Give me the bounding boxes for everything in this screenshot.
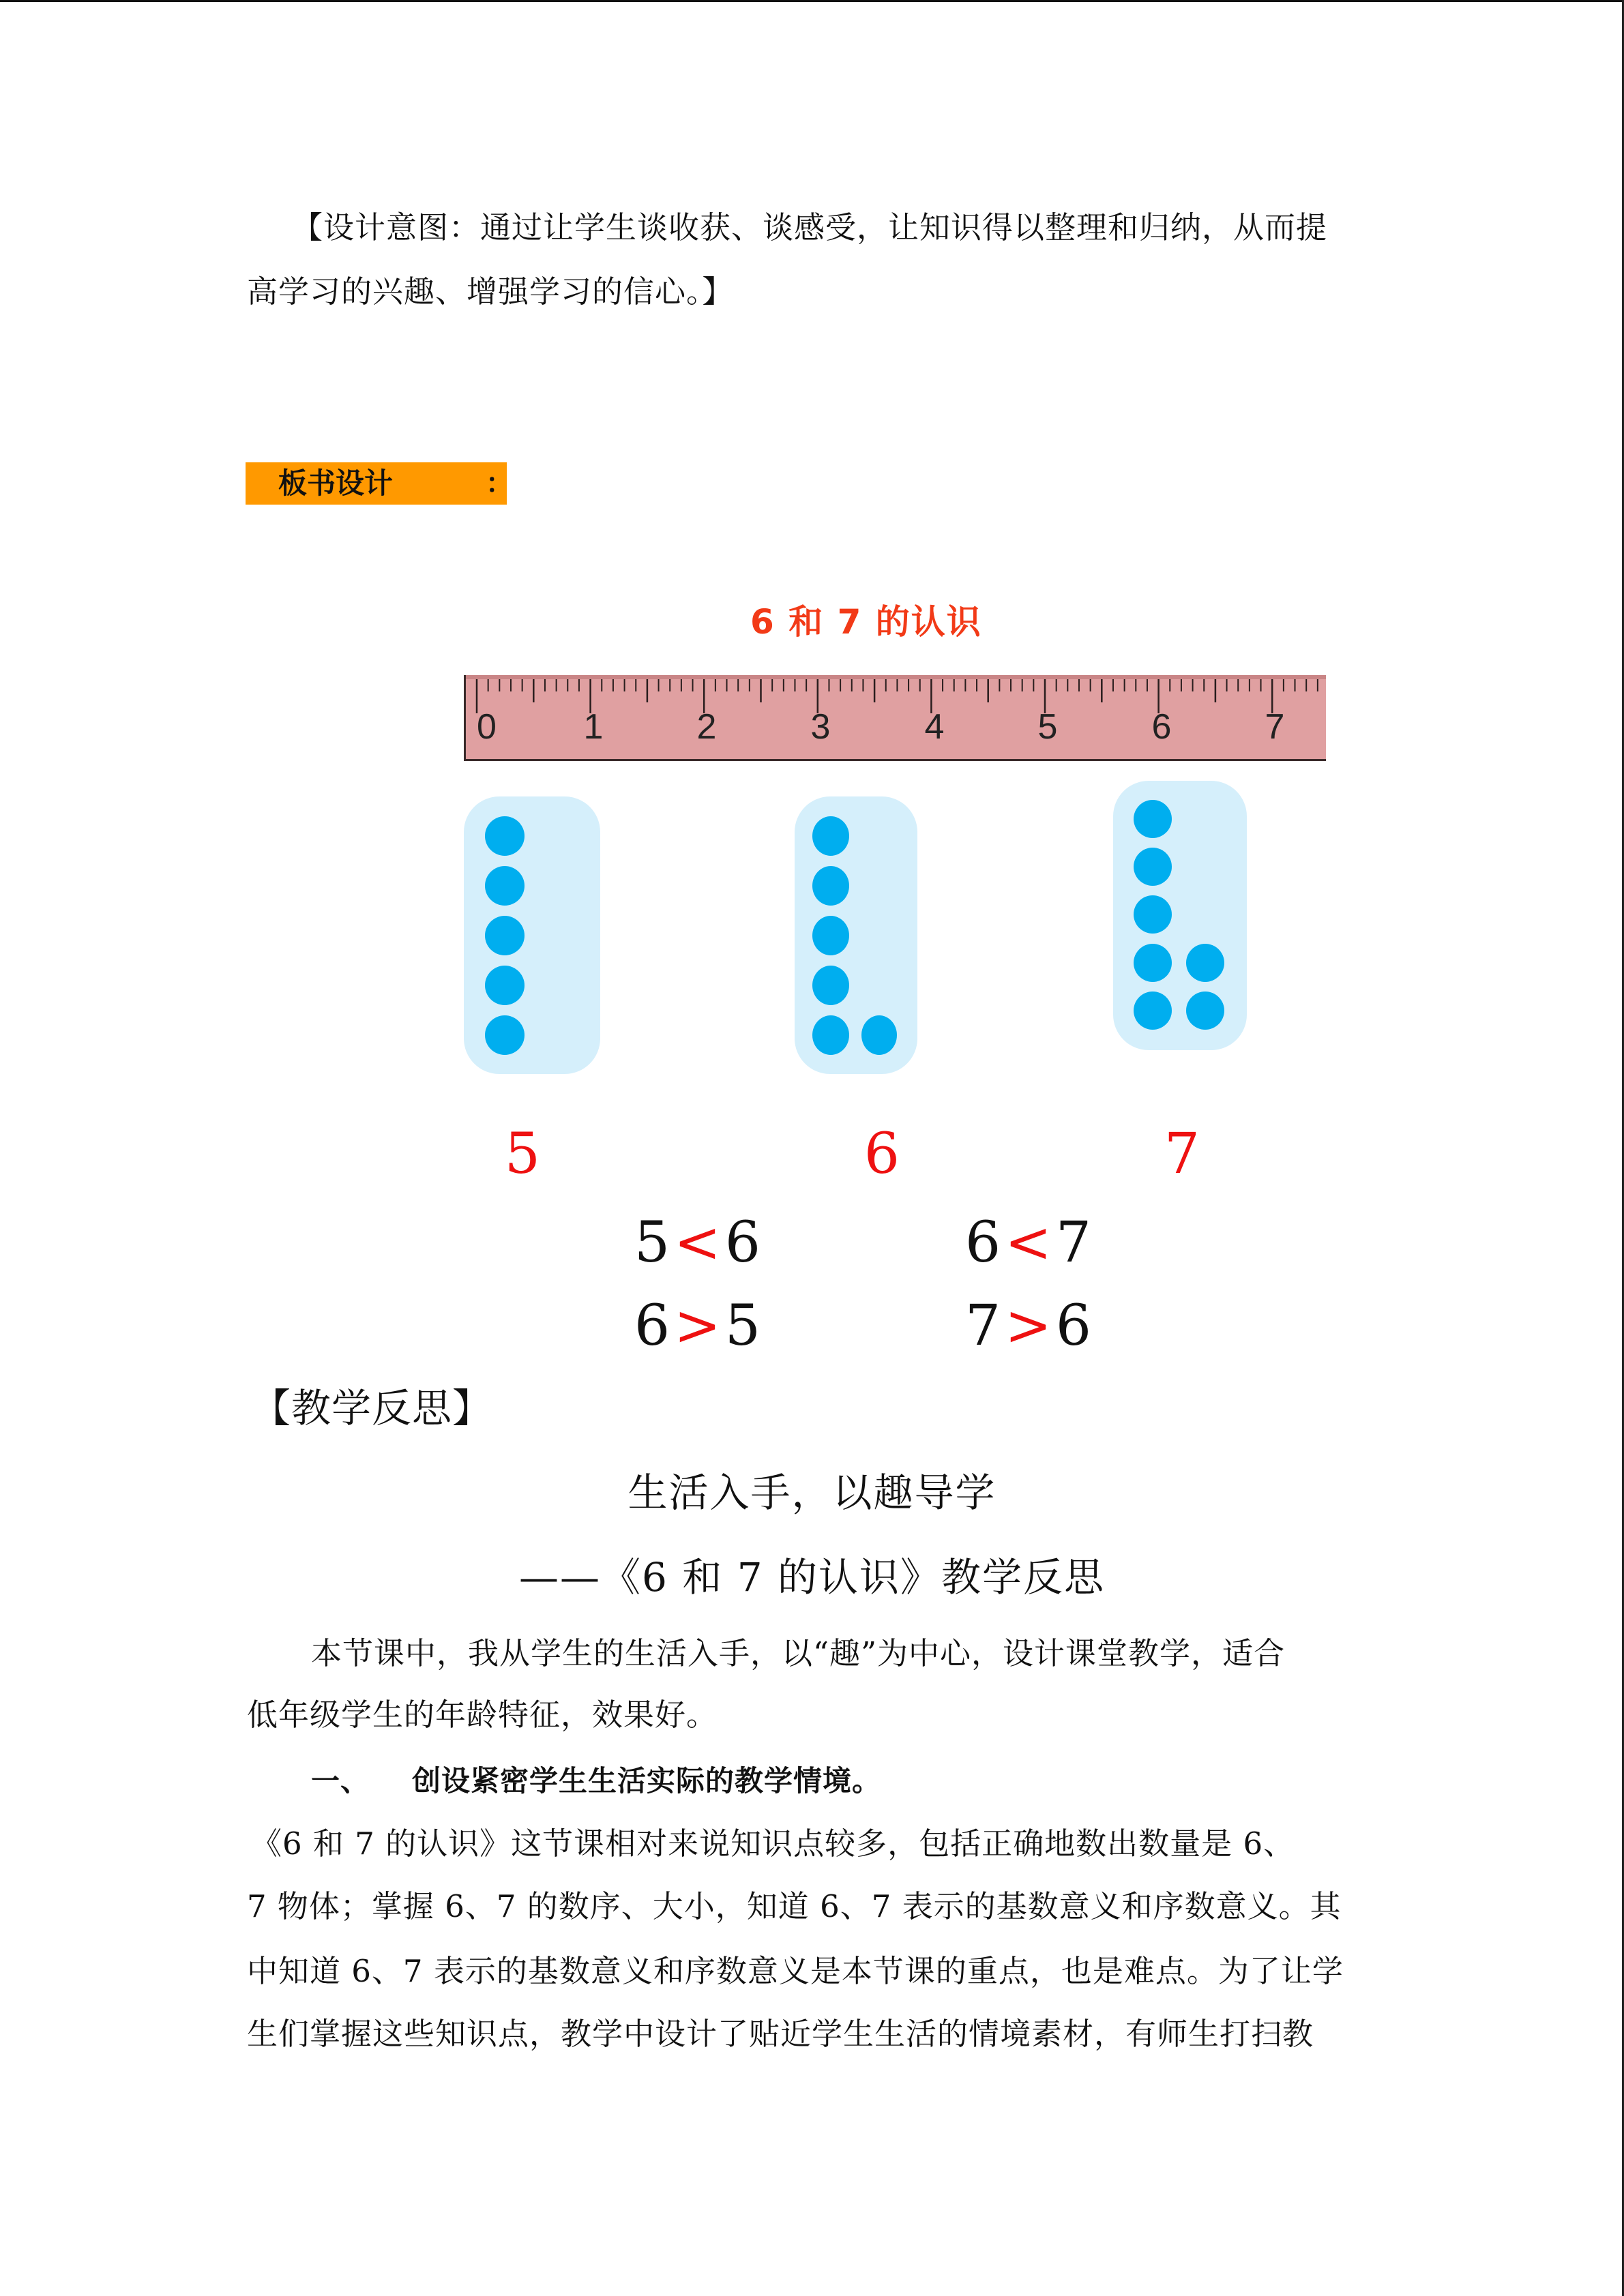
counter-dot — [485, 1015, 525, 1055]
section-1-number: 一、 — [311, 1764, 370, 1798]
ruler-label-6: 6 — [1151, 707, 1172, 747]
counter-dot — [485, 916, 525, 955]
counter-dot — [812, 916, 849, 955]
comparison-5-lt-6 — [634, 1212, 761, 1274]
count-label-7: 7 — [1164, 1122, 1200, 1187]
counter-dot — [1134, 944, 1172, 982]
less-than-sign: < — [674, 1210, 721, 1275]
ruler-label-7: 7 — [1265, 707, 1285, 747]
design-intent-line-2: 高学习的兴趣、增强学习的信心。】 — [247, 273, 734, 310]
comparison-right: 7 — [1055, 1210, 1092, 1275]
ruler-label-1: 1 — [583, 707, 604, 747]
comparison-right: 6 — [1055, 1294, 1092, 1358]
section-1-heading — [311, 1761, 881, 1802]
less-than-sign: < — [1005, 1210, 1052, 1275]
design-intent-line-1: 【设计意图：通过让学生谈收获、谈感受，让知识得以整理和归纳，从而提 — [292, 209, 1328, 245]
dot-panel-5 — [464, 796, 600, 1074]
board-title: 6 和 7 的认识 — [750, 602, 982, 642]
comparison-left: 6 — [634, 1294, 670, 1358]
counter-dot — [485, 816, 525, 856]
board-design-label-bar — [246, 462, 513, 505]
ruler-label-4: 4 — [924, 707, 945, 747]
board-design-colon: ： — [486, 468, 513, 499]
ruler-label-5: 5 — [1037, 707, 1058, 747]
section-1-title: 创设紧密学生生活实际的教学情境。 — [412, 1764, 882, 1798]
counter-dot — [861, 1015, 897, 1055]
counter-dot — [1186, 944, 1224, 982]
reflection-para1-line1: 本节课中，我从学生的生活入手，以“趣”为中心，设计课堂教学，适合 — [311, 1635, 1286, 1671]
comparison-right: 6 — [724, 1210, 761, 1275]
counter-dot — [812, 816, 849, 856]
counter-dot — [1134, 848, 1172, 886]
counter-dot — [1134, 800, 1172, 838]
counter-dot — [812, 1015, 849, 1055]
greater-than-sign: > — [674, 1294, 721, 1358]
counter-dot — [1134, 992, 1172, 1030]
board-design-label: 板书设计 — [278, 466, 394, 500]
ruler-label-2: 2 — [696, 707, 717, 747]
comparison-left: 5 — [634, 1210, 670, 1275]
reflection-para2-line2: 7 物体；掌握 6、7 的数序、大小，知道 6、7 表示的基数意义和序数意义。其 — [247, 1888, 1342, 1924]
reflection-subtitle: ——《6 和 7 的认识》教学反思 — [518, 1554, 1106, 1600]
page-top-border — [0, 0, 1624, 2]
dot-panel-6 — [795, 796, 917, 1074]
reflection-para2-line1: 《6 和 7 的认识》这节课相对来说知识点较多，包括正确地数出数量是 6、 — [251, 1825, 1295, 1862]
counter-dot — [812, 966, 849, 1005]
counter-dot — [485, 966, 525, 1005]
comparison-left: 6 — [965, 1210, 1001, 1275]
ruler-graphic — [464, 675, 1326, 761]
counter-dot — [812, 866, 849, 906]
counter-dot — [1134, 895, 1172, 934]
ruler-label-3: 3 — [810, 707, 831, 747]
comparison-6-gt-5 — [634, 1296, 761, 1357]
ruler-label-0: 0 — [477, 707, 497, 747]
comparison-left: 7 — [965, 1294, 1001, 1358]
count-label-6: 6 — [863, 1122, 900, 1187]
comparison-6-lt-7 — [965, 1212, 1091, 1274]
reflection-para1-line2: 低年级学生的年龄特征，效果好。 — [247, 1697, 718, 1733]
reflection-heading: 【教学反思】 — [251, 1385, 493, 1431]
greater-than-sign: > — [1005, 1294, 1052, 1358]
dot-panel-7 — [1113, 781, 1247, 1050]
reflection-title: 生活入手，以趣导学 — [628, 1470, 996, 1516]
count-label-5: 5 — [504, 1122, 541, 1187]
comparison-7-gt-6 — [965, 1296, 1091, 1357]
reflection-para2-line3: 中知道 6、7 表示的基数意义和序数意义是本节课的重点，也是难点。为了让学 — [247, 1953, 1344, 1989]
comparison-right: 5 — [724, 1294, 761, 1358]
counter-dot — [1186, 992, 1224, 1030]
reflection-para2-line4: 生们掌握这些知识点，教学中设计了贴近学生生活的情境素材，有师生打扫教 — [247, 2016, 1314, 2052]
counter-dot — [485, 866, 525, 906]
